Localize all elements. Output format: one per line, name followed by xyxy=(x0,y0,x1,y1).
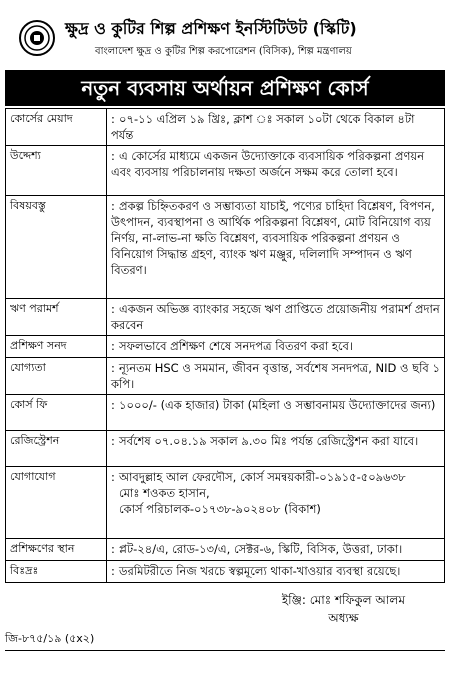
row-label: প্রশিক্ষণের স্থান xyxy=(6,539,107,561)
course-info-table xyxy=(5,108,445,583)
signature-block xyxy=(282,591,405,627)
row-value: : প্রকল্প চিহ্নিতকরণ ও সম্ভাব্যতা যাচাই, পণ্যের চাহিদা বিশ্লেষণ, বিপণন, উৎপাদন, ব্যবস্থাপনা ও আর্থিক পরিকল্পনা বিশ্লেষণ, মোট বিনিয়োগ ব্যয় নির্ণয়, না-লাভ-না ক্ষতি বিশ্লেষণ, ব্যবসায়িক পরিকল্পনা প্রণয়ন ও বিনিয়োগ সিদ্ধান্ত গ্রহণ, ব্যাংক ঋণ মঞ্জুর, দলিলাদি সম্পাদন ও ঋণ বিতরণ। xyxy=(107,196,445,299)
table-row xyxy=(6,299,445,336)
row-label: রেজিস্ট্রেশন xyxy=(6,431,107,467)
bottom-divider xyxy=(5,650,445,651)
row-value: : ডরমিটরীতে নিজ খরচে স্বল্পমূল্যে থাকা-খাওয়ার ব্যবস্থা রয়েছে। xyxy=(107,561,445,583)
institute-logo-icon xyxy=(19,20,55,56)
row-value: : সফলভাবে প্রশিক্ষণ শেষে সনদপত্র বিতরণ করা হবে। xyxy=(107,336,445,358)
row-value: : সর্বশেষ ০৭.০৪.১৯ সকাল ৯.৩০ মিঃ পর্যন্ত রেজিস্ট্রেশন করা যাবে। xyxy=(107,431,445,467)
row-value: : একজন অভিজ্ঞ ব্যাংকার সহজে ঋণ প্রাপ্তিতে প্রয়োজনীয় পরামর্শ প্রদান করবেন xyxy=(107,299,445,336)
table-row xyxy=(6,431,445,467)
signer-title: অধ্যক্ষ xyxy=(328,611,359,625)
reference-number: জি-৮৭৫/১৯ (৫x২) xyxy=(5,632,95,645)
table-row xyxy=(6,358,445,395)
row-label: কোর্স ফি xyxy=(6,395,107,431)
row-label: যোগাযোগ xyxy=(6,467,107,539)
organization-subtitle: বাংলাদেশ ক্ষুদ্র ও কুটির শিল্প করপোরেশন (বিসিক), শিল্প মন্ত্রণালয় xyxy=(95,46,352,57)
table-row xyxy=(6,467,445,539)
table-row xyxy=(6,196,445,299)
row-value: : ১০০০/- (এক হাজার) টাকা (মহিলা ও সম্ভাবনাময় উদ্যোক্তাদের জন্য) xyxy=(107,395,445,431)
organization-title: ক্ষুদ্র ও কুটির শিল্প প্রশিক্ষণ ইনস্টিটিউট (স্কিটি) xyxy=(65,19,357,38)
row-value: : প্লট-২৪/এ, রোড-১৩/এ, সেক্টর-৬, স্কিটি, বিসিক, উত্তরা, ঢাকা। xyxy=(107,539,445,561)
header xyxy=(5,2,445,68)
row-value: : ন্যূনতম HSC ও সমমান, জীবন বৃত্তান্ত, সর্বশেষ সনদপত্র, NID ও ছবি ১ কপি। xyxy=(107,358,445,395)
row-value: : ০৭-১১ এপ্রিল ১৯ খ্রিঃ, ক্লাশ ঃ সকাল ১০টা থেকে বিকাল ৪টা পর্যন্ত xyxy=(107,109,445,146)
row-value: : এ কোর্সের মাধ্যমে একজন উদ্যোক্তাকে ব্যবসায়িক পরিকল্পনা প্রণয়ন এবং ব্যবসায় পরিচালনায় দক্ষতা অর্জনে সক্ষম করে তোলা হবে। xyxy=(107,146,445,196)
table-row xyxy=(6,146,445,196)
table-row xyxy=(6,395,445,431)
footer xyxy=(5,583,445,651)
row-label: ঋণ পরামর্শ xyxy=(6,299,107,336)
row-label: বিষয়বস্তু xyxy=(6,196,107,299)
table-row xyxy=(6,336,445,358)
signer-name: ইঞ্জি: মোঃ শফিকুল আলম xyxy=(281,593,405,607)
row-label: উদ্দেশ্য xyxy=(6,146,107,196)
row-label: কোর্সের মেয়াদ xyxy=(6,109,107,146)
table-row xyxy=(6,109,445,146)
row-value: : আবদুল্লাহ আল ফেরদৌস, কোর্স সমন্বয়কারী-০১৯১৫-৫০৯৬৩৮ মোঃ শওকত হাসান, কোর্স পরিচালক-০১৭৩৮-৯০২৪০৮ (বিকাশ) xyxy=(107,467,445,539)
table-row xyxy=(6,539,445,561)
row-label: বিঃদ্রঃ xyxy=(6,561,107,583)
course-title-banner: নতুন ব্যবসায় অর্থায়ন প্রশিক্ষণ কোর্স xyxy=(5,70,445,106)
row-label: যোগ্যতা xyxy=(6,358,107,395)
row-label: প্রশিক্ষণ সনদ xyxy=(6,336,107,358)
advertisement-page xyxy=(5,2,445,688)
table-row xyxy=(6,561,445,583)
